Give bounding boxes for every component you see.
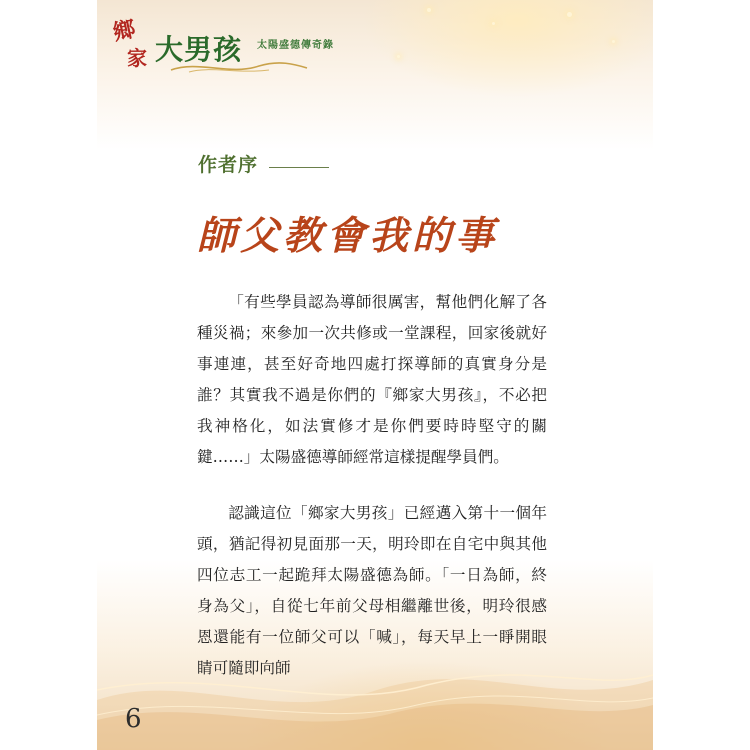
logo-char-jia: 家	[127, 46, 147, 70]
logo-char-zheng: 鄉	[110, 15, 138, 46]
body-paragraph: 「有些學員認為導師很厲害，幫他們化解了各種災禍；來參加一次共修或一堂課程，回家後就好事連連，甚至好奇地四處打探導師的真實身分是誰？其實我不過是你們的『鄉家大男孩』，不必把我神格化，如法實修才是你們要時時堅守的關鍵……」太陽盛德導師經常這樣提醒學員們。	[197, 293, 547, 466]
book-series-logo	[109, 6, 369, 78]
logo-swirl-icon	[169, 58, 309, 76]
book-page	[97, 0, 653, 750]
body-paragraph: 認識這位「鄉家大男孩」已經邁入第十一個年頭，猶記得初見面那一天，明玲即在自宅中與其他四位志工一起跪拜太陽盛德為師。「一日為師，終身為父」，自從七年前父母相繼離世後，明玲很感恩還能有一位師父可以「喊」，每天早上一睜開眼睛可隨即向師	[197, 504, 547, 677]
section-label-rule	[269, 167, 329, 168]
section-label: 作者序	[198, 154, 259, 176]
sparkle-decoration	[397, 55, 400, 58]
page-number: 6	[125, 704, 142, 734]
sparkle-decoration	[567, 12, 572, 17]
sparkle-decoration	[612, 40, 615, 43]
sparkle-decoration	[492, 22, 495, 25]
logo-main-title: 大男孩	[155, 33, 243, 66]
sparkle-decoration	[427, 8, 431, 12]
logo-subtitle: 太陽盛德傳奇錄	[257, 40, 334, 51]
chapter-title: 師父教會我的事	[197, 213, 499, 259]
